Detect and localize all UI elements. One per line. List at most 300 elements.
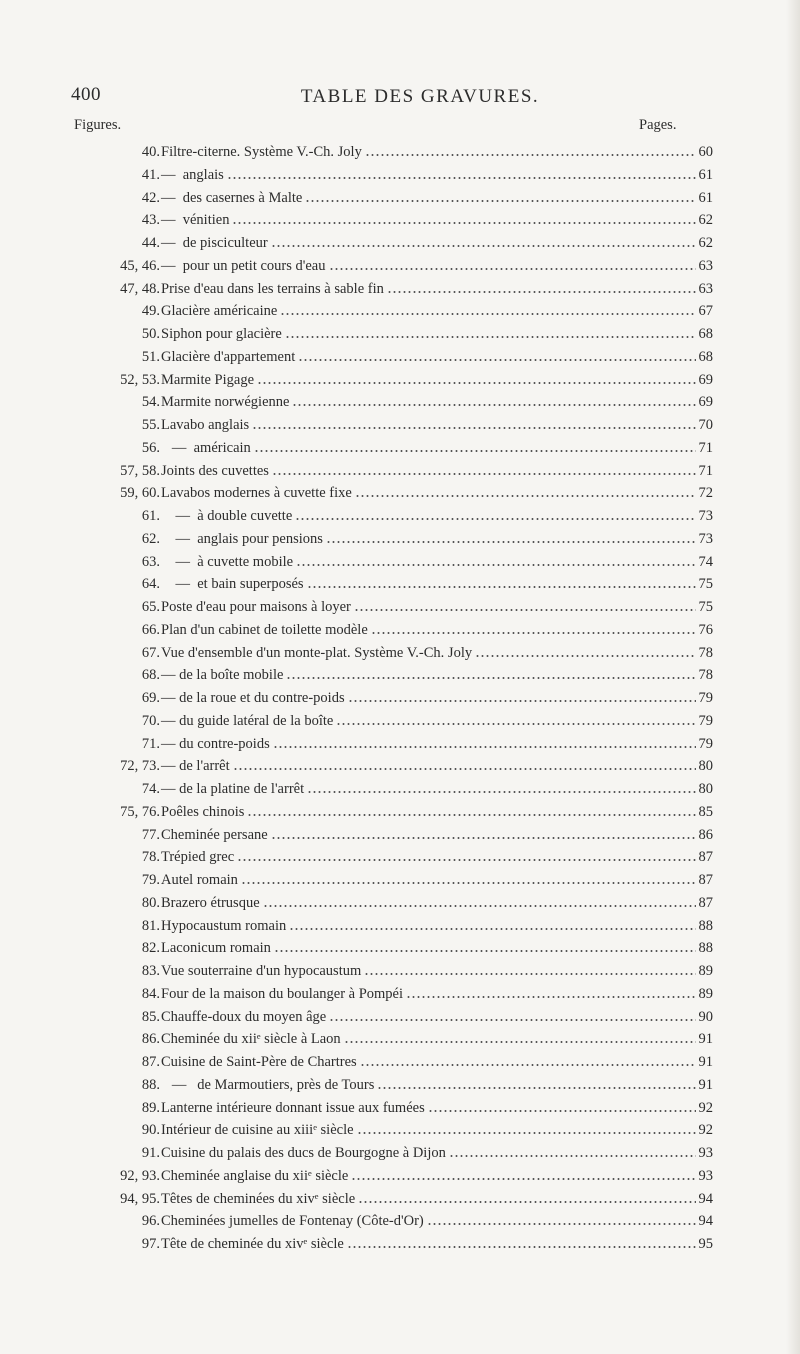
figure-number: 43.	[141, 212, 160, 229]
figures-column-heading: Figures.	[74, 117, 122, 133]
figure-number: 94, 95.	[120, 1190, 160, 1207]
toc-entry	[0, 1165, 800, 1188]
page-reference: 61	[698, 189, 713, 206]
figure-number: 90.	[141, 1122, 160, 1139]
dot-leader	[233, 768, 696, 770]
entry-line	[161, 414, 702, 437]
toc-entry	[0, 687, 800, 710]
figure-number: 75, 76.	[120, 803, 160, 820]
toc-entry	[0, 710, 800, 733]
entry-line	[161, 482, 702, 505]
figure-number: 77.	[141, 826, 160, 843]
figure-number: 67.	[141, 644, 160, 661]
dot-leader	[387, 291, 696, 293]
dot-leader	[257, 382, 696, 384]
dot-leader	[347, 1246, 696, 1248]
entry-line	[161, 801, 702, 824]
figure-number: 84.	[141, 985, 160, 1002]
entry-line	[161, 1006, 702, 1029]
entry-line	[161, 369, 702, 392]
toc-entry	[0, 619, 800, 642]
figure-title: à cuvette mobile	[197, 553, 294, 570]
entry-line	[161, 915, 702, 938]
dot-leader	[475, 655, 696, 657]
entry-line	[161, 1074, 702, 1097]
ditto-mark: —	[161, 439, 194, 456]
toc-entry	[0, 1051, 800, 1074]
page-reference: 72	[698, 485, 713, 502]
entry-line	[161, 937, 702, 960]
figure-number: 50.	[141, 326, 160, 342]
figure-title: Tête de cheminée du xivᵉ siècle	[161, 1236, 344, 1252]
figure-title: Lavabos modernes à cuvette fixe	[161, 485, 352, 502]
figure-title: Cuisine de Saint-Père de Chartres	[161, 1054, 357, 1070]
ditto-mark: —	[161, 257, 183, 274]
entry-line	[161, 460, 702, 483]
toc-entry	[0, 209, 800, 232]
figure-title: Autel romain	[161, 872, 238, 888]
figure-number: 54.	[141, 394, 160, 411]
toc-entry	[0, 1188, 800, 1211]
ditto-mark: —	[161, 735, 180, 752]
entry-line	[161, 619, 702, 642]
toc-entry	[0, 278, 800, 301]
toc-entry	[0, 437, 800, 460]
toc-entry	[0, 255, 800, 278]
page-reference: 73	[698, 530, 713, 547]
dot-leader	[357, 1132, 696, 1134]
page-reference: 62	[698, 212, 713, 229]
figure-title: Vue d'ensemble d'un monte-plat. Système V.-Ch. Joly	[161, 644, 473, 661]
dot-leader	[286, 677, 696, 679]
entry-line	[161, 596, 702, 619]
figure-title: de la roue et du contre-poids	[179, 690, 345, 706]
toc-entry	[0, 596, 800, 619]
page-reference: 92	[698, 1099, 713, 1116]
toc-entry	[0, 1074, 800, 1097]
entry-line	[161, 960, 702, 983]
figure-number: 42.	[141, 189, 160, 206]
dot-leader	[271, 837, 696, 839]
figure-title: et bain superposés	[197, 576, 304, 593]
figure-title: Plan d'un cabinet de toilette modèle	[161, 621, 368, 638]
entry-line	[161, 391, 702, 414]
page-number: 400	[71, 84, 101, 105]
toc-entry	[0, 801, 800, 824]
dot-leader	[358, 1201, 696, 1203]
dot-leader	[329, 268, 697, 270]
page-reference: 90	[698, 1008, 713, 1025]
page-reference: 80	[698, 758, 713, 775]
figure-title: pour un petit cours d'eau	[182, 257, 326, 274]
figure-number: 45, 46.	[120, 257, 160, 274]
page-reference: 85	[698, 803, 713, 820]
entry-line	[161, 892, 702, 915]
toc-entry	[0, 915, 800, 938]
figure-title: des casernes à Malte	[182, 189, 303, 206]
page-reference: 78	[698, 644, 713, 661]
page-reference: 91	[698, 1054, 713, 1070]
toc-entry	[0, 642, 800, 665]
figure-title: du guide latéral de la boîte	[179, 712, 334, 729]
entry-line	[161, 141, 702, 164]
figure-number: 74.	[141, 781, 160, 797]
figure-number: 57, 58.	[120, 462, 160, 479]
entry-line	[161, 1210, 702, 1233]
figure-number: 80.	[141, 894, 160, 911]
dot-leader	[326, 541, 696, 543]
dot-leader	[247, 814, 696, 816]
dot-leader	[271, 245, 696, 247]
page-reference: 78	[698, 667, 713, 684]
figure-number: 92, 93.	[120, 1167, 160, 1184]
figure-title: Trépied grec	[161, 849, 235, 866]
figure-title: Intérieur de cuisine au xiiiᵉ siècle	[161, 1122, 354, 1139]
page-reference: 69	[698, 371, 713, 388]
figure-number: 66.	[141, 621, 160, 638]
page-reference: 73	[698, 508, 713, 524]
page-reference: 61	[698, 166, 713, 183]
page-reference: 74	[698, 553, 713, 570]
figure-title: de la platine de l'arrêt	[179, 781, 305, 797]
dot-leader	[289, 928, 696, 930]
figure-number: 86.	[141, 1031, 160, 1048]
toc-entry	[0, 1028, 800, 1051]
toc-entry	[0, 1142, 800, 1165]
figure-title: Cuisine du palais des ducs de Bourgogne à Dijon	[161, 1145, 446, 1161]
dot-leader	[227, 177, 696, 179]
dot-leader	[365, 154, 696, 156]
dot-leader	[305, 200, 696, 202]
page-reference: 89	[698, 963, 713, 979]
figure-title: Marmite Pigage	[161, 371, 255, 388]
toc-entry	[0, 778, 800, 801]
page-reference: 94	[698, 1213, 713, 1230]
entry-line	[161, 687, 702, 710]
dot-leader	[273, 746, 696, 748]
figure-title: Filtre-citerne. Système V.-Ch. Joly	[161, 144, 362, 160]
figure-title: de la boîte mobile	[179, 667, 284, 684]
figure-number: 68.	[141, 667, 160, 684]
page-reference: 68	[698, 326, 713, 342]
figure-number: 44.	[141, 235, 160, 251]
toc-entry	[0, 141, 800, 164]
ditto-mark: —	[161, 758, 180, 775]
figure-title: Têtes de cheminées du xivᵉ siècle	[161, 1190, 356, 1207]
page-reference: 63	[698, 257, 713, 274]
page-reference: 87	[698, 849, 713, 866]
entry-line	[161, 255, 702, 278]
toc-entry	[0, 414, 800, 437]
figure-list	[0, 141, 800, 1256]
figure-number: 96.	[141, 1213, 160, 1230]
figure-title: Laconicum romain	[161, 940, 271, 957]
dot-leader	[274, 950, 696, 952]
figure-title: de Marmoutiers, près de Tours	[197, 1076, 375, 1093]
page-reference: 91	[698, 1076, 713, 1093]
figure-number: 55.	[141, 417, 160, 433]
figure-number: 97.	[141, 1236, 160, 1252]
running-head: TABLE DES GRAVURES.	[300, 86, 540, 107]
page-reference: 93	[698, 1167, 713, 1184]
ditto-mark: —	[161, 212, 183, 229]
figure-title: Lavabo anglais	[161, 417, 250, 433]
figure-title: Glacière américaine	[161, 303, 278, 320]
toc-entry	[0, 505, 800, 528]
toc-entry	[0, 164, 800, 187]
figure-title: Poêles chinois	[161, 803, 245, 820]
figure-number: 83.	[141, 963, 160, 979]
page-reference: 86	[698, 826, 713, 843]
entry-line	[161, 187, 702, 210]
figure-title: anglais	[182, 166, 224, 183]
page-reference: 67	[698, 303, 713, 320]
figure-title: Siphon pour glacière	[161, 326, 282, 342]
dot-leader	[351, 1178, 696, 1180]
entry-line	[161, 1142, 702, 1165]
figure-number: 71.	[141, 735, 160, 752]
ditto-mark: —	[161, 781, 180, 797]
dot-leader	[237, 859, 696, 861]
figure-number: 49.	[141, 303, 160, 320]
figure-number: 78.	[141, 849, 160, 866]
entry-line	[161, 733, 702, 756]
toc-entry	[0, 869, 800, 892]
figure-title: américain	[193, 439, 251, 456]
figure-title: Poste d'eau pour maisons à loyer	[161, 599, 351, 615]
figure-title: Lanterne intérieure donnant issue aux fumées	[161, 1099, 425, 1116]
figure-number: 62.	[141, 530, 160, 547]
dot-leader	[360, 1064, 696, 1066]
figure-title: anglais pour pensions	[197, 530, 323, 547]
ditto-mark: —	[161, 530, 198, 547]
page-reference: 93	[698, 1145, 713, 1161]
dot-leader	[280, 313, 696, 315]
dot-leader	[427, 1223, 696, 1225]
toc-entry	[0, 1006, 800, 1029]
figure-title: Hypocaustum romain	[161, 917, 287, 934]
page-reference: 79	[698, 690, 713, 706]
entry-line	[161, 1233, 702, 1256]
figure-number: 47, 48.	[120, 280, 160, 297]
toc-entry	[0, 391, 800, 414]
entry-line	[161, 1028, 702, 1051]
dot-leader	[348, 700, 696, 702]
page-reference: 94	[698, 1190, 713, 1207]
toc-entry	[0, 824, 800, 847]
toc-entry	[0, 460, 800, 483]
toc-entry	[0, 983, 800, 1006]
page-reference: 75	[698, 599, 713, 615]
toc-entry	[0, 187, 800, 210]
figure-title: Cheminée anglaise du xiiᵉ siècle	[161, 1167, 349, 1184]
page-reference: 79	[698, 735, 713, 752]
page-reference: 88	[698, 917, 713, 934]
dot-leader	[296, 564, 696, 566]
figure-number: 40.	[141, 144, 160, 160]
entry-line	[161, 778, 702, 801]
page-reference: 88	[698, 940, 713, 957]
figure-title: Vue souterraine d'un hypocaustum	[161, 963, 362, 979]
entry-line	[161, 232, 702, 255]
figure-title: Cheminée persane	[161, 826, 268, 843]
page-reference: 76	[698, 621, 713, 638]
toc-entry	[0, 960, 800, 983]
entry-line	[161, 1119, 702, 1142]
dot-leader	[336, 723, 696, 725]
page-reference: 79	[698, 712, 713, 729]
figure-number: 87.	[141, 1054, 160, 1070]
toc-entry	[0, 346, 800, 369]
figure-title: Brazero étrusque	[161, 894, 260, 911]
figure-number: 89.	[141, 1099, 160, 1116]
ditto-mark: —	[161, 553, 198, 570]
figure-title: Joints des cuvettes	[161, 462, 269, 479]
figure-title: Cheminées jumelles de Fontenay (Côte-d'Or)	[161, 1213, 424, 1230]
toc-entry	[0, 1119, 800, 1142]
toc-entry	[0, 528, 800, 551]
figure-number: 51.	[141, 348, 160, 365]
entry-line	[161, 824, 702, 847]
toc-entry	[0, 1210, 800, 1233]
toc-entry	[0, 482, 800, 505]
figure-number: 52, 53.	[120, 371, 160, 388]
entry-line	[161, 300, 702, 323]
dot-leader	[307, 586, 696, 588]
dot-leader	[295, 518, 696, 520]
page-reference: 92	[698, 1122, 713, 1139]
figure-title: Glacière d'appartement	[161, 348, 296, 365]
figure-title: de pisciculteur	[182, 235, 268, 251]
ditto-mark: —	[161, 235, 183, 251]
entry-line	[161, 573, 702, 596]
figure-number: 64.	[141, 576, 160, 593]
dot-leader	[371, 632, 696, 634]
figure-number: 70.	[141, 712, 160, 729]
toc-entry	[0, 1233, 800, 1256]
page-edge-shadow	[786, 0, 800, 1354]
ditto-mark: —	[161, 166, 183, 183]
pages-column-heading: Pages.	[639, 117, 677, 133]
entry-line	[161, 869, 702, 892]
entry-line	[161, 664, 702, 687]
figure-title: Marmite norwégienne	[161, 394, 290, 411]
page-reference: 95	[698, 1236, 713, 1252]
figure-title: du contre-poids	[179, 735, 270, 752]
dot-leader	[232, 222, 696, 224]
ditto-mark: —	[161, 667, 180, 684]
toc-entry	[0, 573, 800, 596]
figure-title: à double cuvette	[197, 508, 293, 524]
figure-number: 41.	[141, 166, 160, 183]
toc-entry	[0, 755, 800, 778]
ditto-mark: —	[161, 508, 198, 524]
dot-leader	[285, 336, 696, 338]
figure-number: 91.	[141, 1145, 160, 1161]
figure-number: 81.	[141, 917, 160, 934]
dot-leader	[254, 450, 696, 452]
entry-line	[161, 505, 702, 528]
page-reference: 87	[698, 872, 713, 888]
figure-number: 79.	[141, 872, 160, 888]
toc-entry	[0, 733, 800, 756]
dot-leader	[263, 905, 696, 907]
figure-title: Cheminée du xiiᵉ siècle à Laon	[161, 1031, 341, 1048]
page-reference: 71	[698, 462, 713, 479]
entry-line	[161, 164, 702, 187]
figure-number: 63.	[141, 553, 160, 570]
ditto-mark: —	[161, 1076, 198, 1093]
figure-number: 56.	[141, 439, 160, 456]
figure-number: 72, 73.	[120, 758, 160, 775]
figure-number: 65.	[141, 599, 160, 615]
dot-leader	[329, 1019, 696, 1021]
dot-leader	[241, 882, 696, 884]
page-reference: 87	[698, 894, 713, 911]
ditto-mark: —	[161, 576, 198, 593]
figure-title: de l'arrêt	[179, 758, 230, 775]
figure-number: 69.	[141, 690, 160, 706]
entry-line	[161, 710, 702, 733]
entry-line	[161, 551, 702, 574]
entry-line	[161, 846, 702, 869]
ditto-mark: —	[161, 189, 183, 206]
toc-entry	[0, 323, 800, 346]
entry-line	[161, 983, 702, 1006]
dot-leader	[377, 1087, 696, 1089]
page-reference: 91	[698, 1031, 713, 1048]
toc-entry	[0, 369, 800, 392]
page-reference: 70	[698, 417, 713, 433]
dot-leader	[252, 427, 696, 429]
ditto-mark: —	[161, 690, 180, 706]
toc-entry	[0, 300, 800, 323]
dot-leader	[364, 973, 696, 975]
page-reference: 71	[698, 439, 713, 456]
page-reference: 75	[698, 576, 713, 593]
dot-leader	[449, 1155, 696, 1157]
figure-number: 82.	[141, 940, 160, 957]
figure-title: Chauffe-doux du moyen âge	[161, 1008, 327, 1025]
entry-line	[161, 642, 702, 665]
dot-leader	[298, 359, 696, 361]
entry-line	[161, 528, 702, 551]
entry-line	[161, 437, 702, 460]
dot-leader	[354, 609, 696, 611]
figure-number: 59, 60.	[120, 485, 160, 502]
entry-line	[161, 209, 702, 232]
figure-title: vénitien	[182, 212, 230, 229]
dot-leader	[307, 791, 696, 793]
entry-line	[161, 755, 702, 778]
toc-entry	[0, 846, 800, 869]
toc-entry	[0, 892, 800, 915]
figure-title: Prise d'eau dans les terrains à sable fin	[161, 280, 384, 297]
dot-leader	[355, 495, 696, 497]
dot-leader	[428, 1110, 696, 1112]
toc-entry	[0, 232, 800, 255]
dot-leader	[272, 473, 696, 475]
dot-leader	[344, 1041, 696, 1043]
entry-line	[161, 346, 702, 369]
entry-line	[161, 1097, 702, 1120]
entry-line	[161, 1165, 702, 1188]
dot-leader	[406, 996, 696, 998]
toc-entry	[0, 937, 800, 960]
toc-entry	[0, 664, 800, 687]
ditto-mark: —	[161, 712, 180, 729]
page-reference: 60	[698, 144, 713, 160]
